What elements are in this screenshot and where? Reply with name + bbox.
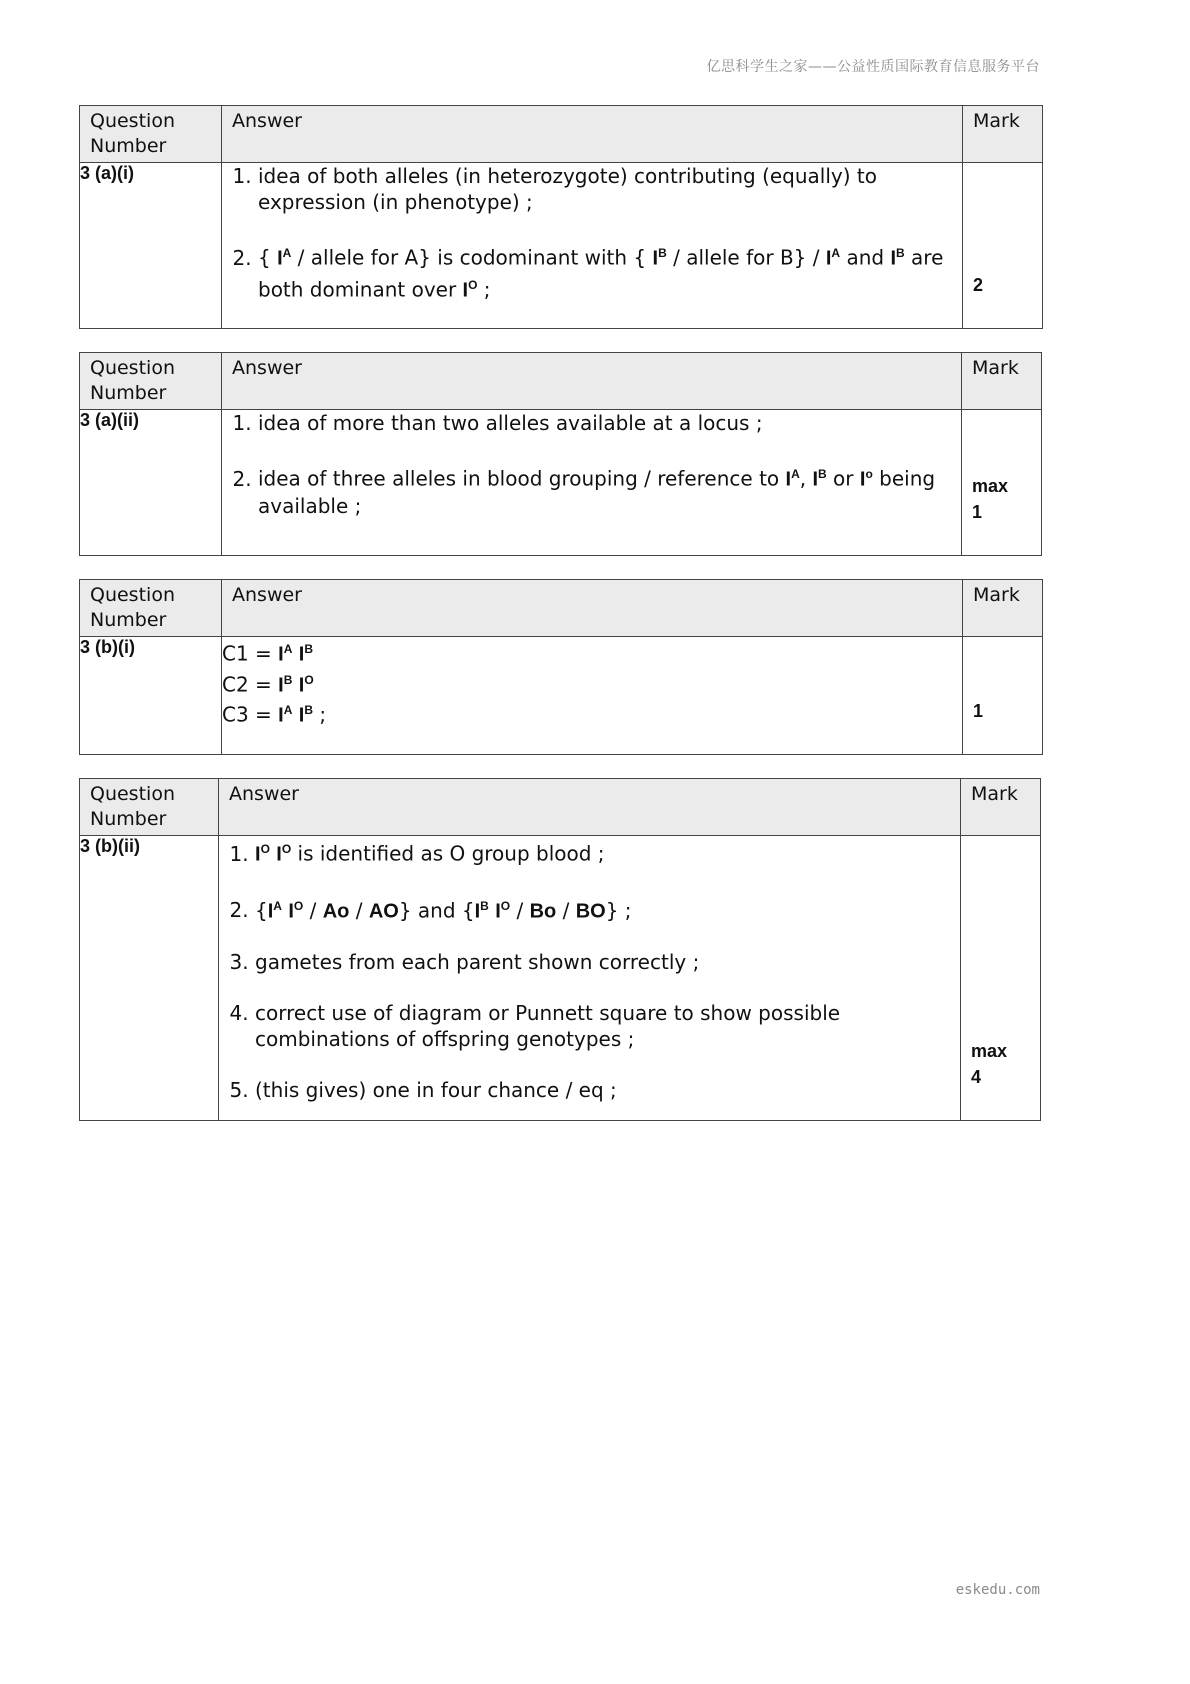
question-number: 3 (a)(ii) [80, 410, 222, 556]
column-mark: Mark [961, 779, 1041, 836]
column-answer: Answer [219, 779, 961, 836]
answer-point: 2. { $I^A$ / allele for A} is codominant with { $I^B$ / allele for $B\} / I^A$ and $I^B$ are both dominant over $I^O$ ; [258, 240, 962, 303]
column-question-number: Question Number [80, 106, 222, 163]
answer-cell [219, 836, 961, 1121]
mark-cell: max 4 [961, 836, 1041, 1121]
question-number: 3 (a)(i) [80, 163, 222, 329]
column-question-number: Question Number [80, 779, 219, 836]
column-answer: Answer [222, 353, 962, 410]
page-footer: eskedu.com [955, 1582, 1040, 1598]
mark-scheme-table-3ai [79, 105, 1043, 329]
mark-cell: max 1 [962, 410, 1042, 556]
genotype-c2: $C2 = I^B$ $I^O$ [222, 672, 314, 697]
column-answer: Answer [222, 580, 963, 637]
answer-cell [222, 410, 962, 556]
answer-cell [222, 163, 963, 329]
column-answer: Answer [222, 106, 963, 163]
question-number: 3 (b)(i) [80, 637, 222, 755]
question-number: 3 (b)(ii) [80, 836, 219, 1121]
answer-cell [222, 637, 963, 755]
column-mark: Mark [963, 580, 1043, 637]
answer-point: 4. correct use of diagram or Punnett square to show possible combinations of offspring genotypes ; [255, 1000, 960, 1052]
mark-cell: 1 [963, 637, 1043, 755]
answer-point: 3. gametes from each parent shown correctly ; [255, 949, 960, 975]
column-mark: Mark [962, 353, 1042, 410]
genotype-c3: $C3 = I^A$ $I^B$ ; [222, 702, 327, 727]
genotype-c1: $C1 = I^A$ $I^B$ [222, 641, 313, 666]
answer-point: 2. {$I^A$ $I^O$ / Ao / AO} and {$I^B$ $I^O$ / Bo / BO} ; [255, 893, 960, 925]
mark-scheme-table-3bii [79, 778, 1041, 1121]
column-question-number: Question Number [80, 580, 222, 637]
mark-scheme-table-3bi [79, 579, 1043, 755]
answer-point: 5. (this gives) one in four chance / eq ; [255, 1077, 960, 1103]
mark-cell: 2 [963, 163, 1043, 329]
mark-scheme-table-3aii [79, 352, 1042, 556]
answer-point: 1. $I^O$ $I^O$ is identified as O group blood ; [255, 836, 960, 868]
answer-point: 2. idea of three alleles in blood grouping / reference to $I^A$, $I^B$ or $I^o$ being available ; [258, 461, 961, 519]
column-mark: Mark [963, 106, 1043, 163]
answer-point: 1. idea of both alleles (in heterozygote) contributing (equally) to expression (in phenotype) ; [258, 163, 962, 215]
column-question-number: Question Number [80, 353, 222, 410]
page-header: 亿思科学生之家——公益性质国际教育信息服务平台 [706, 59, 1040, 75]
answer-point: 1. idea of more than two alleles available at a locus ; [258, 410, 961, 436]
